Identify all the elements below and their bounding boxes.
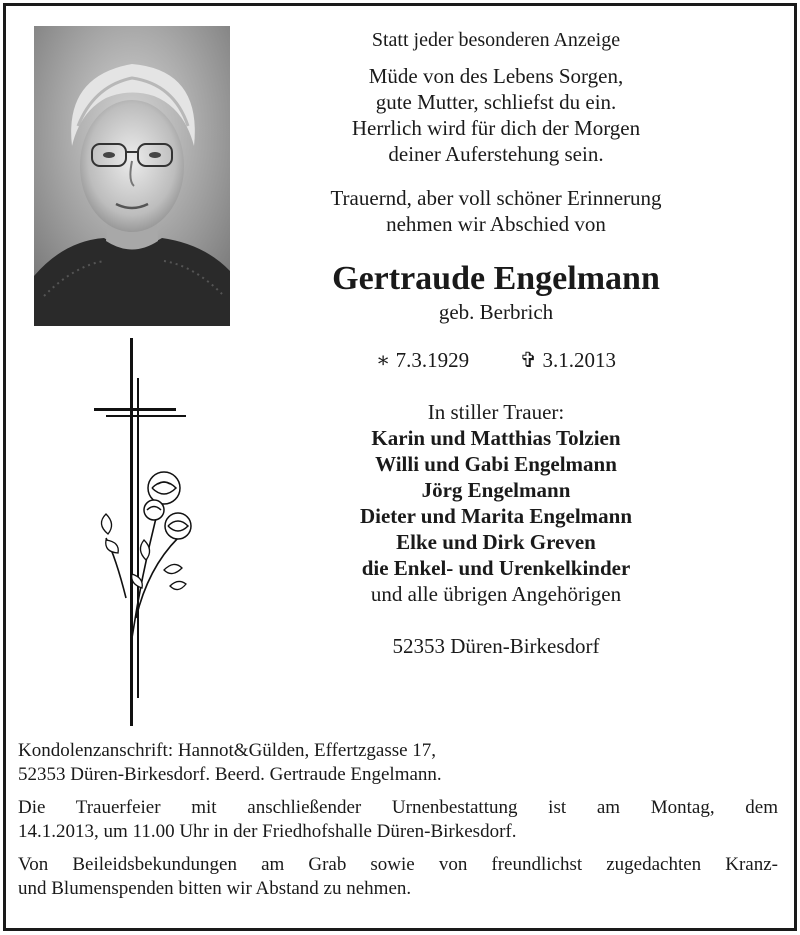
mourner-name: Jörg Engelmann (421, 478, 571, 502)
poem-line: Müde von des Lebens Sorgen, (368, 64, 624, 88)
farewell-line: nehmen wir Abschied von (386, 212, 606, 236)
portrait-illustration (34, 26, 230, 326)
died-date: 3.1.2013 (542, 348, 616, 372)
notice-text-column (250, 28, 742, 659)
born-date: 7.3.1929 (395, 348, 470, 372)
ceremony-info: Die Trauerfeier mit anschließender Urnenbestattung ist am Montag, dem 14.1.2013, um 11.00 Uhr in der Friedhofshalle Düren-Birkesdorf. (18, 797, 778, 842)
born-symbol: ∗ (376, 348, 391, 372)
died-symbol: ✞ (519, 348, 538, 372)
notice-footer (18, 739, 778, 910)
mourner-name: Elke und Dirk Greven (396, 530, 596, 554)
cross-with-roses-icon (86, 338, 196, 728)
obituary-notice (3, 3, 797, 931)
mourners-intro: In stiller Trauer: (427, 400, 565, 424)
life-dates (250, 347, 742, 373)
condolence-address: Kondolenzanschrift: Hannot&Gülden, Effertzgasse 17, 52353 Düren-Birkesdorf. Beerd. Gertraude Engelmann. (18, 740, 442, 785)
mourner-name: Willi und Gabi Engelmann (375, 452, 617, 476)
mourner-name: Karin und Matthias Tolzien (371, 426, 621, 450)
flower-request: Von Beileidsbekundungen am Grab sowie von freundlichst zugedachten Kranz- und Blumenspenden bitten wir Abstand zu nehmen. (18, 854, 778, 899)
farewell-line: Trauernd, aber voll schöner Erinnerung (330, 186, 662, 210)
mourner-name: die Enkel- und Urenkelkinder (361, 556, 631, 580)
poem-line: deiner Auferstehung sein. (388, 142, 604, 166)
mourners-others: und alle übrigen Angehörigen (370, 582, 622, 606)
intro-line: Statt jeder besonderen Anzeige (371, 29, 621, 51)
birth-name: geb. Berbrich (438, 300, 554, 324)
mourners-location: 52353 Düren-Birkesdorf (392, 634, 600, 658)
portrait-photo (34, 26, 230, 326)
poem-line: gute Mutter, schliefst du ein. (375, 90, 617, 114)
mourner-name: Dieter und Marita Engelmann (359, 504, 633, 528)
poem-line: Herrlich wird für dich der Morgen (351, 116, 641, 140)
deceased-name: Gertraude Engelmann (332, 260, 660, 297)
